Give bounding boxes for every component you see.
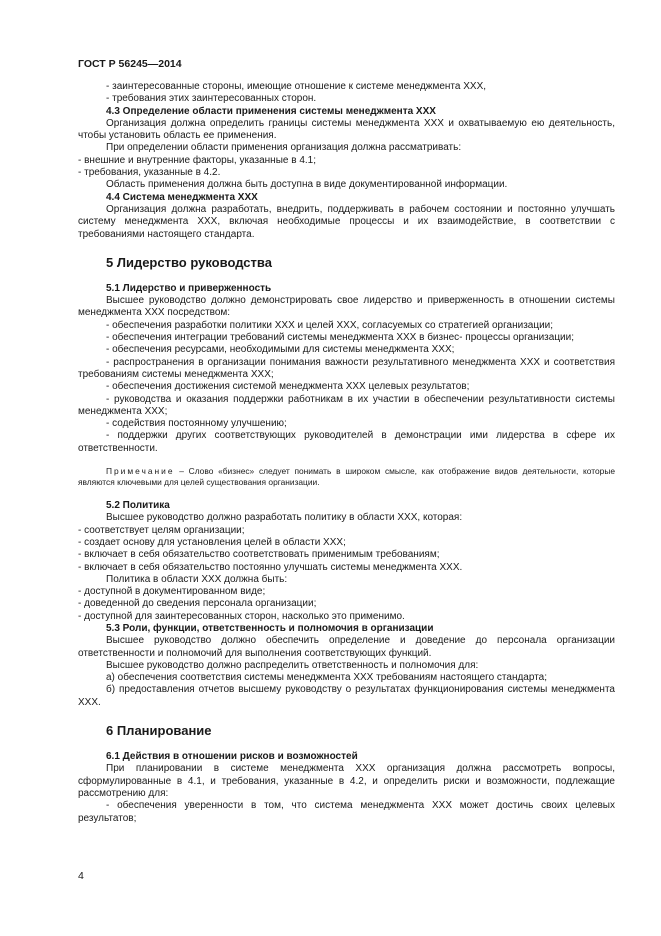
paragraph: Высшее руководство должно разработать политику в области XXX, которая: <box>106 512 463 524</box>
paragraph: Высшее руководство должно обеспечить определение и доведение до персонала организации ответственности и полномочий для выполнения соответствующих функций. <box>78 635 615 659</box>
section-6-title: 6 Планирование <box>106 723 212 739</box>
note <box>78 466 615 488</box>
list-item: а) обеспечения соответствия системы менеджмента XXX требованиям настоящего стандарта; <box>106 672 548 684</box>
list-item: - заинтересованные стороны, имеющие отношение к системе менеджмента XXX, <box>106 81 487 92</box>
list-item: - включает в себя обязательство постоянно улучшать системы менеджмента XXX. <box>78 561 463 573</box>
section-6-1-title: 6.1 Действия в отношении рисков и возможностей <box>106 751 358 763</box>
list-item: - доступной для заинтересованных сторон, насколько это применимо. <box>78 610 405 622</box>
section-4-3-title: 4.3 Определение области применения системы менеджмента XXX <box>106 105 436 117</box>
section-4-4-title: 4.4 Система менеджмента XXX <box>106 191 258 203</box>
note-text: – Слово «бизнес» следует понимать в широком смысле, как отображение видов деятельности, которые являются ключевыми для целей существования организации. <box>78 466 615 488</box>
list-item: - руководства и оказания поддержки работникам в их участии в обеспечении результативности системы менеджмента XXX; <box>78 393 615 417</box>
section-5-1-title: 5.1 Лидерство и приверженность <box>106 282 272 294</box>
list-item: - доступной в документированном виде; <box>78 586 266 598</box>
list-item: - доведенной до сведения персонала организации; <box>78 598 317 610</box>
list-item: - обеспечения уверенности в том, что система менеджмента XXX может достичь своих целевых результатов; <box>78 800 615 824</box>
section-5-2-title: 5.2 Политика <box>106 500 170 512</box>
document-header: ГОСТ Р 56245—2014 <box>78 58 182 70</box>
list-item: - создает основу для установления целей в области XXX; <box>78 536 346 548</box>
list-item: - обеспечения разработки политики XXX и целей XXX, согласуемых со стратегией организации; <box>106 319 554 331</box>
page-number: 4 <box>78 870 84 882</box>
list-item: - поддержки других соответствующих руководителей в демонстрации ими лидерства в сфере их ответственности. <box>78 430 615 454</box>
list-item: - требования этих заинтересованных сторон. <box>106 93 317 105</box>
list-item: - внешние и внутренние факторы, указанные в 4.1; <box>78 154 316 166</box>
paragraph: При планировании в системе менеджмента XXX организация должна рассмотреть вопросы, сформулированные в 4.1, и требования, указанные в 4.2, и определить риски и возможности, подлежащие рассмотрению для: <box>78 763 615 799</box>
list-item: - включает в себя обязательство соответствовать применимым требованиям; <box>78 549 440 561</box>
note-label: Примечание <box>106 466 175 477</box>
paragraph: Область применения должна быть доступна в виде документированной информации. <box>106 179 508 191</box>
paragraph: Политика в области XXX должна быть: <box>106 573 288 585</box>
list-item: - требования, указанные в 4.2. <box>78 167 221 179</box>
list-item: - обеспечения интеграции требований системы менеджмента XXX в бизнес- процессы организации; <box>106 332 575 344</box>
paragraph: Организация должна разработать, внедрить, поддерживать в рабочем состоянии и постоянно улучшать систему менеджмента XXX, включая необходимые процессы и их взаимодействие, в соответствии с требованиями настоящего стандарта. <box>78 203 615 240</box>
paragraph: Организация должна определить границы системы менеджмента XXX и охватываемую ею деятельность, чтобы установить область ее применения. <box>78 117 615 142</box>
list-item: - обеспечения достижения системой менеджмента XXX целевых результатов; <box>106 381 470 393</box>
list-item: - обеспечения ресурсами, необходимыми для системы менеджмента XXX; <box>106 344 455 356</box>
paragraph: Высшее руководство должно распределить ответственность и полномочия для: <box>106 659 479 671</box>
document-page <box>78 58 615 825</box>
section-5-3-title: 5.3 Роли, функции, ответственность и полномочия в организации <box>106 622 434 634</box>
list-item: - содействия постоянному улучшению; <box>106 418 287 430</box>
paragraph: Высшее руководство должно демонстрировать свое лидерство и приверженность в отношении системы менеджмента XXX посредством: <box>78 295 615 319</box>
paragraph: При определении области применения организация должна рассматривать: <box>106 142 462 154</box>
list-item: - распространения в организации понимания важности результативного менеджмента XXX и соответствия требованиям системы менеджмента XXX; <box>78 356 615 380</box>
list-item: - соответствует целям организации; <box>78 524 245 536</box>
section-5-title: 5 Лидерство руководства <box>106 254 272 270</box>
list-item: б) предоставления отчетов высшему руководству о результатах функционирования системы менеджмента XXX. <box>78 684 615 708</box>
